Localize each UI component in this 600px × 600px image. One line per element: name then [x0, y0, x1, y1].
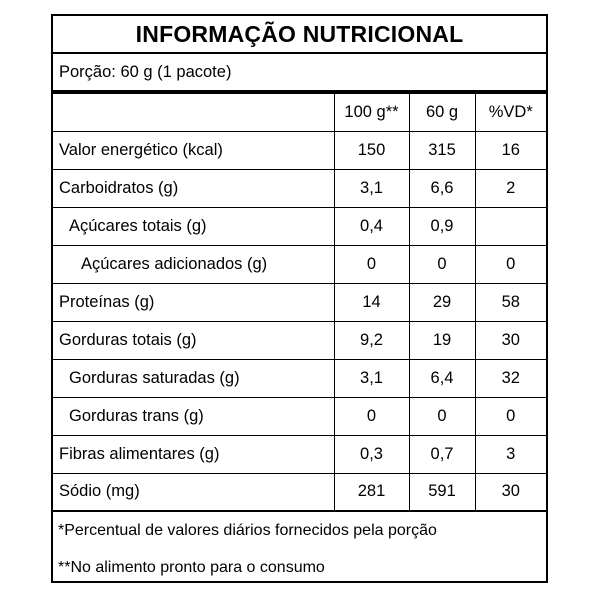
value-per-60g: 29	[409, 283, 475, 321]
value-per-100g: 3,1	[334, 359, 409, 397]
table-row	[53, 321, 546, 359]
value-per-100g: 3,1	[334, 169, 409, 207]
table-row	[53, 245, 546, 283]
value-per-100g: 0,4	[334, 207, 409, 245]
value-daily: 30	[475, 473, 546, 511]
value-per-100g: 150	[334, 131, 409, 169]
value-daily: 30	[475, 321, 546, 359]
table-row	[53, 283, 546, 321]
table-row	[53, 473, 546, 511]
value-per-60g: 19	[409, 321, 475, 359]
value-per-60g: 0	[409, 245, 475, 283]
value-daily: 3	[475, 435, 546, 473]
table-row	[53, 435, 546, 473]
table-header-row	[53, 94, 546, 131]
nutrient-name: Sódio (mg)	[53, 473, 334, 511]
value-daily: 2	[475, 169, 546, 207]
table-row	[53, 131, 546, 169]
table-row	[53, 359, 546, 397]
value-per-100g: 0	[334, 245, 409, 283]
value-daily: 58	[475, 283, 546, 321]
nutrient-name: Gorduras trans (g)	[53, 397, 334, 435]
table-row	[53, 397, 546, 435]
nutrient-name: Açúcares totais (g)	[53, 207, 334, 245]
label-title: INFORMAÇÃO NUTRICIONAL	[53, 16, 546, 54]
value-per-100g: 9,2	[334, 321, 409, 359]
nutrient-name: Gorduras totais (g)	[53, 321, 334, 359]
value-per-100g: 0,3	[334, 435, 409, 473]
nutrient-name: Proteínas (g)	[53, 283, 334, 321]
value-daily: 32	[475, 359, 546, 397]
value-per-60g: 0	[409, 397, 475, 435]
nutrient-name: Açúcares adicionados (g)	[53, 245, 334, 283]
value-per-100g: 0	[334, 397, 409, 435]
value-daily: 0	[475, 245, 546, 283]
nutrition-table	[53, 94, 546, 512]
nutrient-name: Fibras alimentares (g)	[53, 435, 334, 473]
value-per-60g: 0,9	[409, 207, 475, 245]
header-per-60g: 60 g	[409, 94, 475, 131]
value-per-60g: 6,6	[409, 169, 475, 207]
table-row	[53, 169, 546, 207]
value-per-100g: 14	[334, 283, 409, 321]
header-per-100g: 100 g**	[334, 94, 409, 131]
header-daily-value: %VD*	[475, 94, 546, 131]
table-row	[53, 207, 546, 245]
value-daily: 0	[475, 397, 546, 435]
nutrient-name: Valor energético (kcal)	[53, 131, 334, 169]
value-per-60g: 6,4	[409, 359, 475, 397]
nutrient-name: Carboidratos (g)	[53, 169, 334, 207]
header-nutrient-cell	[53, 94, 334, 131]
footnotes	[53, 512, 546, 586]
portion-size: Porção: 60 g (1 pacote)	[53, 54, 546, 94]
nutrition-facts-label	[51, 14, 548, 583]
value-per-60g: 0,7	[409, 435, 475, 473]
value-per-60g: 591	[409, 473, 475, 511]
value-daily	[475, 207, 546, 245]
value-per-100g: 281	[334, 473, 409, 511]
value-daily: 16	[475, 131, 546, 169]
footnote-ready-to-eat: **No alimento pronto para o consumo	[58, 558, 325, 576]
footnote-daily-value: *Percentual de valores diários fornecidos pela porção	[58, 521, 437, 539]
value-per-60g: 315	[409, 131, 475, 169]
nutrient-name: Gorduras saturadas (g)	[53, 359, 334, 397]
